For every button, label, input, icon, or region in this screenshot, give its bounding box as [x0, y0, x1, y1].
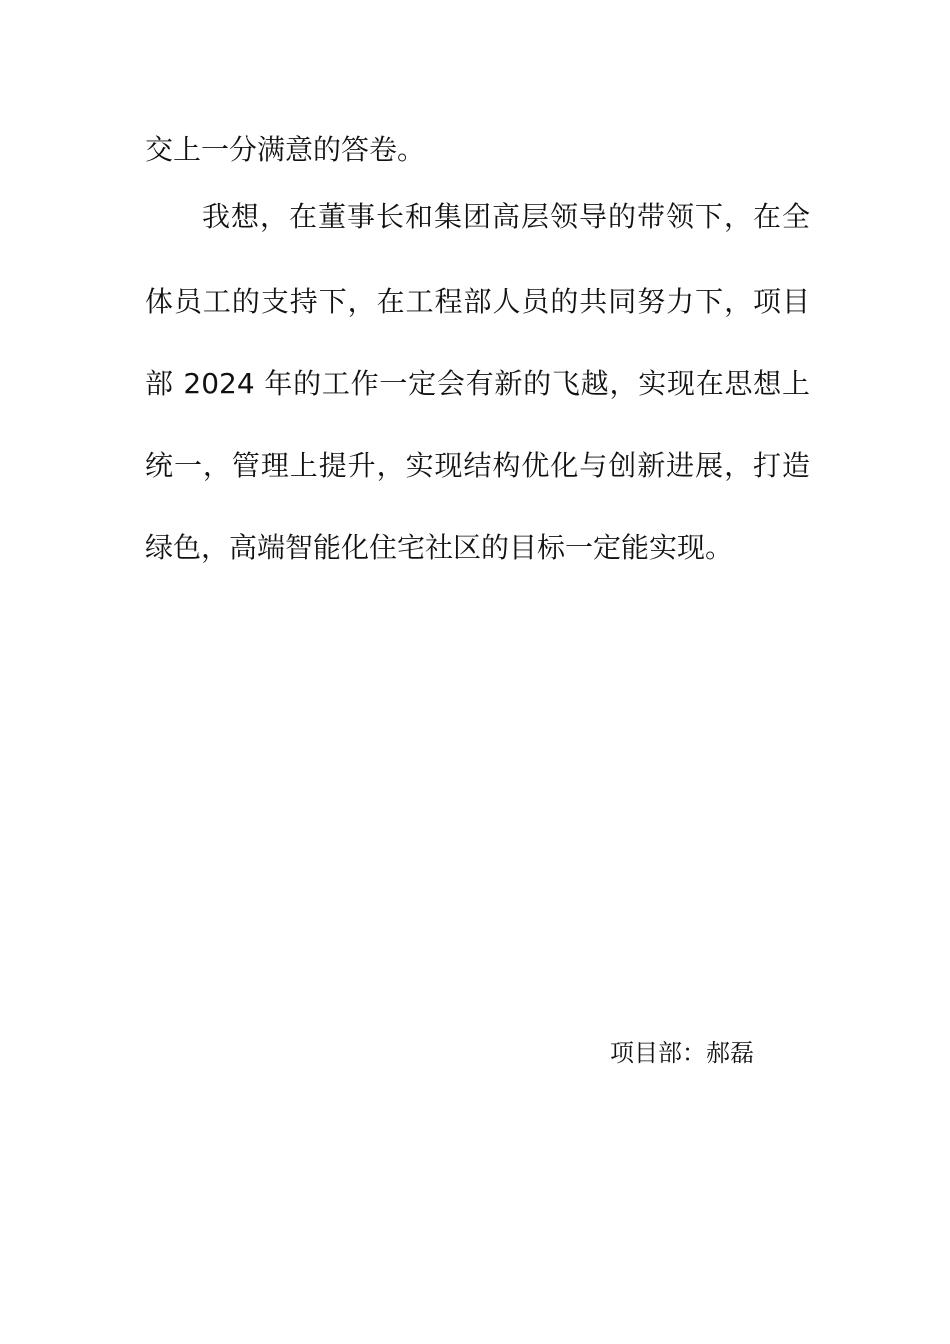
paragraph-line-5: 统一，管理上提升，实现结构优化与创新进展，打造 [145, 449, 810, 482]
paragraph-line-1: 交上一分满意的答卷。 [145, 133, 426, 166]
signature: 项目部：郝磊 [610, 1039, 754, 1067]
paragraph-line-6: 绿色，高端智能化住宅社区的目标一定能实现。 [145, 531, 734, 564]
paragraph-line-4: 部 2024 年的工作一定会有新的飞越，实现在思想上 [145, 367, 810, 400]
paragraph-line-2: 我想，在董事长和集团高层领导的带领下，在全 [202, 200, 810, 233]
paragraph-line-3: 体员工的支持下，在工程部人员的共同努力下，项目 [145, 285, 810, 318]
